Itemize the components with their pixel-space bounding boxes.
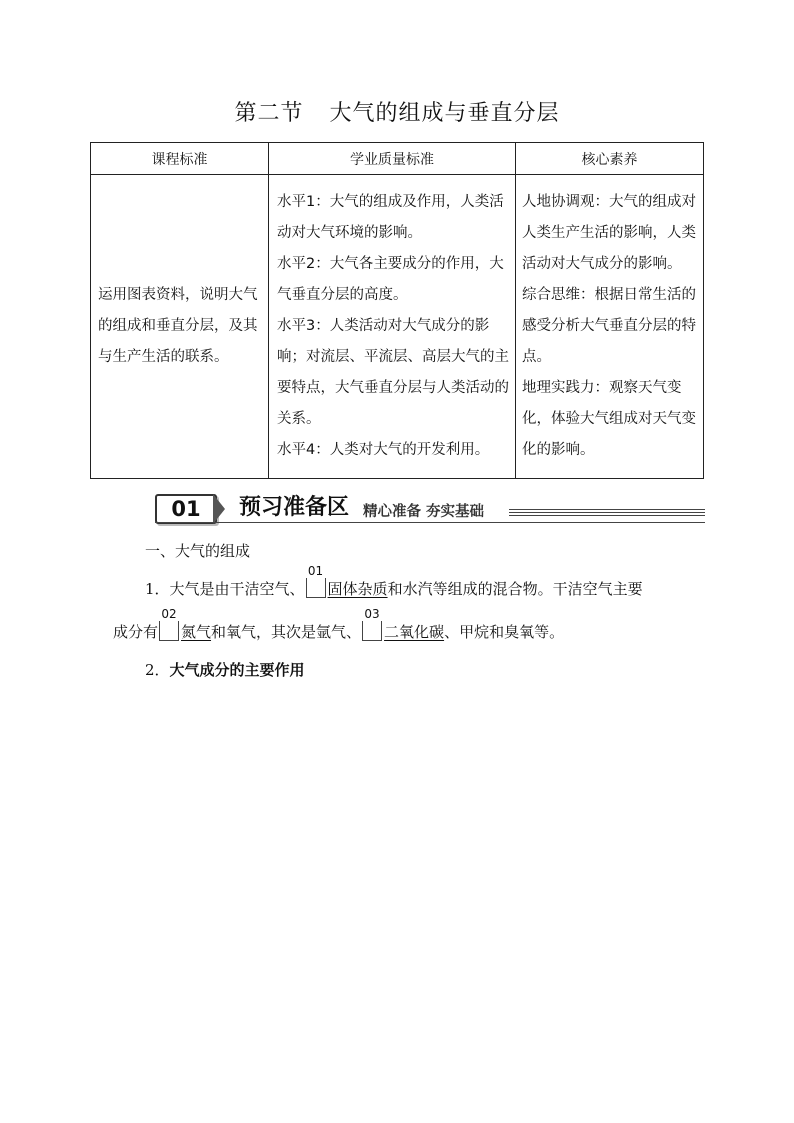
core-literacy-2: 综合思维：根据日常生活的感受分析大气垂直分层的特点。 (522, 287, 696, 365)
banner-subtitle: 精心准备 夯实基础 (363, 504, 485, 520)
paragraph-1: 1．大气是由干洁空气、 01 固体杂质和水汽等组成的混合物。干洁空气主要 (145, 564, 643, 598)
fill-blank-answer: 二氧化碳 (384, 623, 445, 641)
section-banner (155, 492, 705, 526)
page-title (0, 96, 794, 127)
core-literacy-3: 地理实践力：观察天气变化，体验大气组成对天气变化的影响。 (522, 380, 696, 458)
blank-number-box: 01 (306, 577, 326, 598)
subheading-2: 2．大气成分的主要作用 (145, 661, 305, 679)
banner-title: 预习准备区 (239, 494, 350, 520)
core-literacy-cell (516, 175, 704, 479)
banner-baseline (155, 522, 705, 523)
quality-level-1: 水平1：大气的组成及作用，人类活动对大气环境的影响。 (277, 194, 504, 241)
banner-rule (509, 515, 705, 516)
quality-level-2: 水平2：大气各主要成分的作用，大气垂直分层的高度。 (277, 256, 504, 303)
banner-arrow-icon (213, 494, 225, 524)
quality-level-3: 水平3：人类活动对大气成分的影响；对流层、平流层、高层大气的主要特点，大气垂直分层与人类活动的关系。 (277, 318, 509, 427)
header-core-literacy: 核心素养 (516, 143, 704, 175)
quality-standard-cell (269, 175, 516, 479)
title-text: 大气的组成与垂直分层 (329, 101, 560, 126)
header-quality-standard: 学业质量标准 (269, 143, 516, 175)
banner-badge: 01 (155, 494, 217, 524)
fill-blank-answer: 固体杂质 (327, 580, 388, 598)
blank-number-box: 02 (159, 620, 179, 641)
course-standard-cell: 运用图表资料，说明大气的组成和垂直分层，及其与生产生活的联系。 (91, 175, 269, 479)
header-course-standard: 课程标准 (91, 143, 269, 175)
quality-level-4: 水平4：人类对大气的开发利用。 (277, 442, 490, 458)
section-heading: 一、大气的组成 (145, 542, 251, 560)
table-body-row (91, 175, 704, 479)
core-literacy-1: 人地协调观：大气的组成对人类生产生活的影响，人类活动对大气成分的影响。 (522, 194, 696, 272)
standards-table (90, 142, 704, 479)
banner-rule (509, 509, 705, 510)
table-header-row (91, 143, 704, 175)
fill-blank-answer: 氮气 (181, 623, 212, 641)
title-section-number: 第二节 (234, 101, 304, 126)
banner-rule (509, 512, 705, 513)
blank-number-box: 03 (362, 620, 382, 641)
paragraph-2: 成分有 02 氮气和氧气，其次是氩气、 03 二氧化碳、甲烷和臭氧等。 (113, 607, 565, 641)
